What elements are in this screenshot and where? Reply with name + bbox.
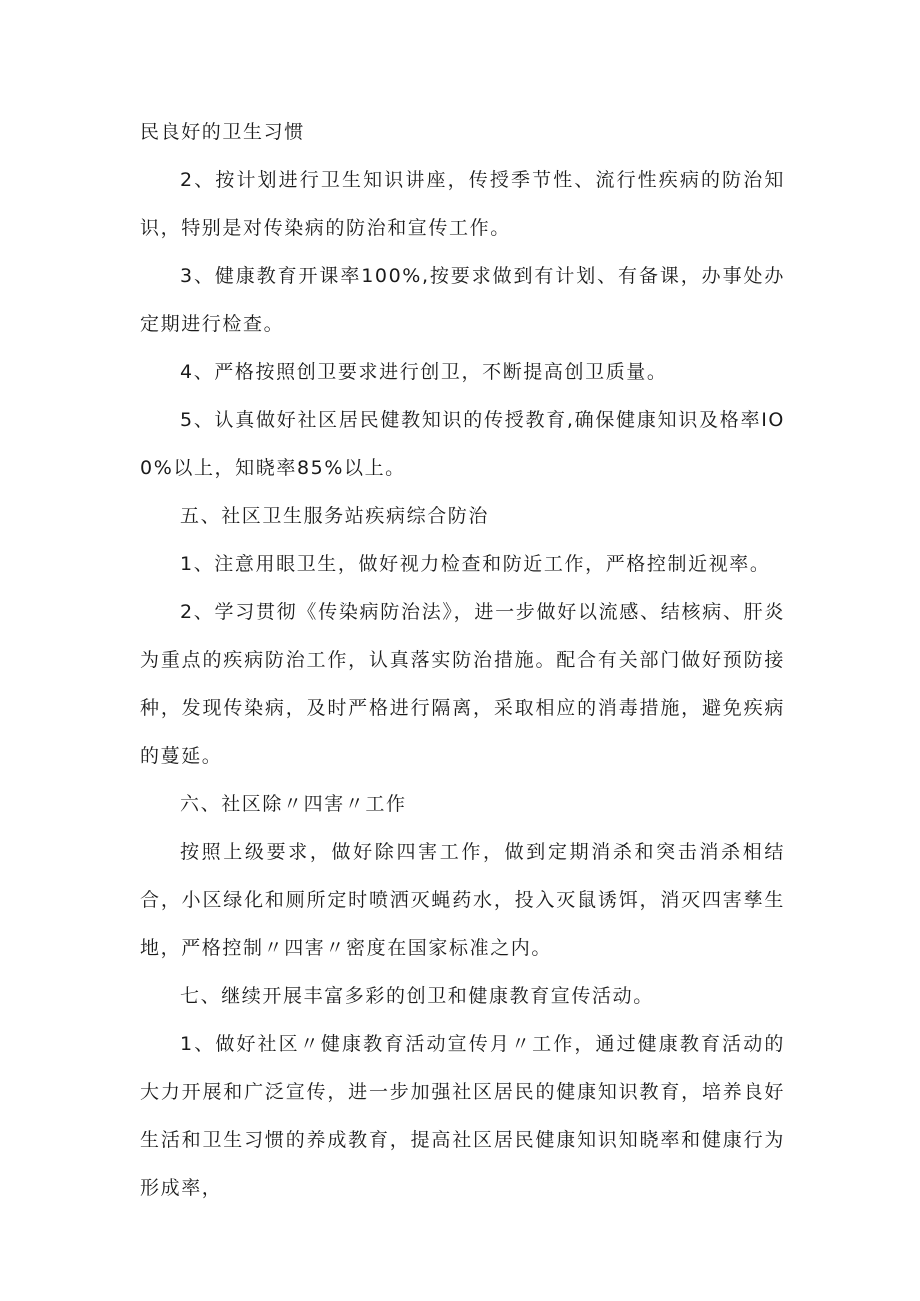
paragraph-11: 1、做好社区〃健康教育活动宣传月〃工作，通过健康教育活动的大力开展和广泛宣传，进一步加强社区居民的健康知识教育，培养良好生活和卫生习惯的养成教育，提高社区居民健康知识知晓率和健康行为形成率，	[140, 1033, 785, 1199]
paragraph-0: 民良好的卫生习惯	[140, 121, 305, 143]
section-heading-5: 五、社区卫生服务站疾病综合防治	[180, 505, 490, 527]
paragraph-6: 1、注意用眼卫生，做好视力检查和防近工作，严格控制近视率。	[180, 553, 771, 575]
paragraph-3: 4、严格按照创卫要求进行创卫，不断提高创卫质量。	[180, 361, 668, 383]
paragraph-9: 按照上级要求，做好除四害工作，做到定期消杀和突击消杀相结合，小区绿化和厕所定时喷洒灭蝇药水，投入灭鼠诱饵，消灭四害孳生地，严格控制〃四害〃密度在国家标准之内。	[140, 841, 785, 959]
paragraph-4: 5、认真做好社区居民健教知识的传授教育,确保健康知识及格率IO0%以上，知晓率85%以上。	[140, 409, 785, 479]
paragraph-1: 2、按计划进行卫生知识讲座，传授季节性、流行性疾病的防治知识，特别是对传染病的防治和宣传工作。	[140, 169, 785, 239]
paragraph-7: 2、学习贯彻《传染病防治法》，进一步做好以流感、结核病、肝炎为重点的疾病防治工作，认真落实防治措施。配合有关部门做好预防接种，发现传染病，及时严格进行隔离，采取相应的消毒措施，避免疾病的蔓延。	[140, 601, 785, 767]
paragraph-2: 3、健康教育开课率100%,按要求做到有计划、有备课，办事处办定期进行检查。	[140, 265, 785, 335]
document-body	[140, 108, 785, 1212]
section-heading-7: 七、继续开展丰富多彩的创卫和健康教育宣传活动。	[180, 985, 654, 1007]
section-heading-6: 六、社区除〃四害〃工作	[180, 793, 407, 815]
